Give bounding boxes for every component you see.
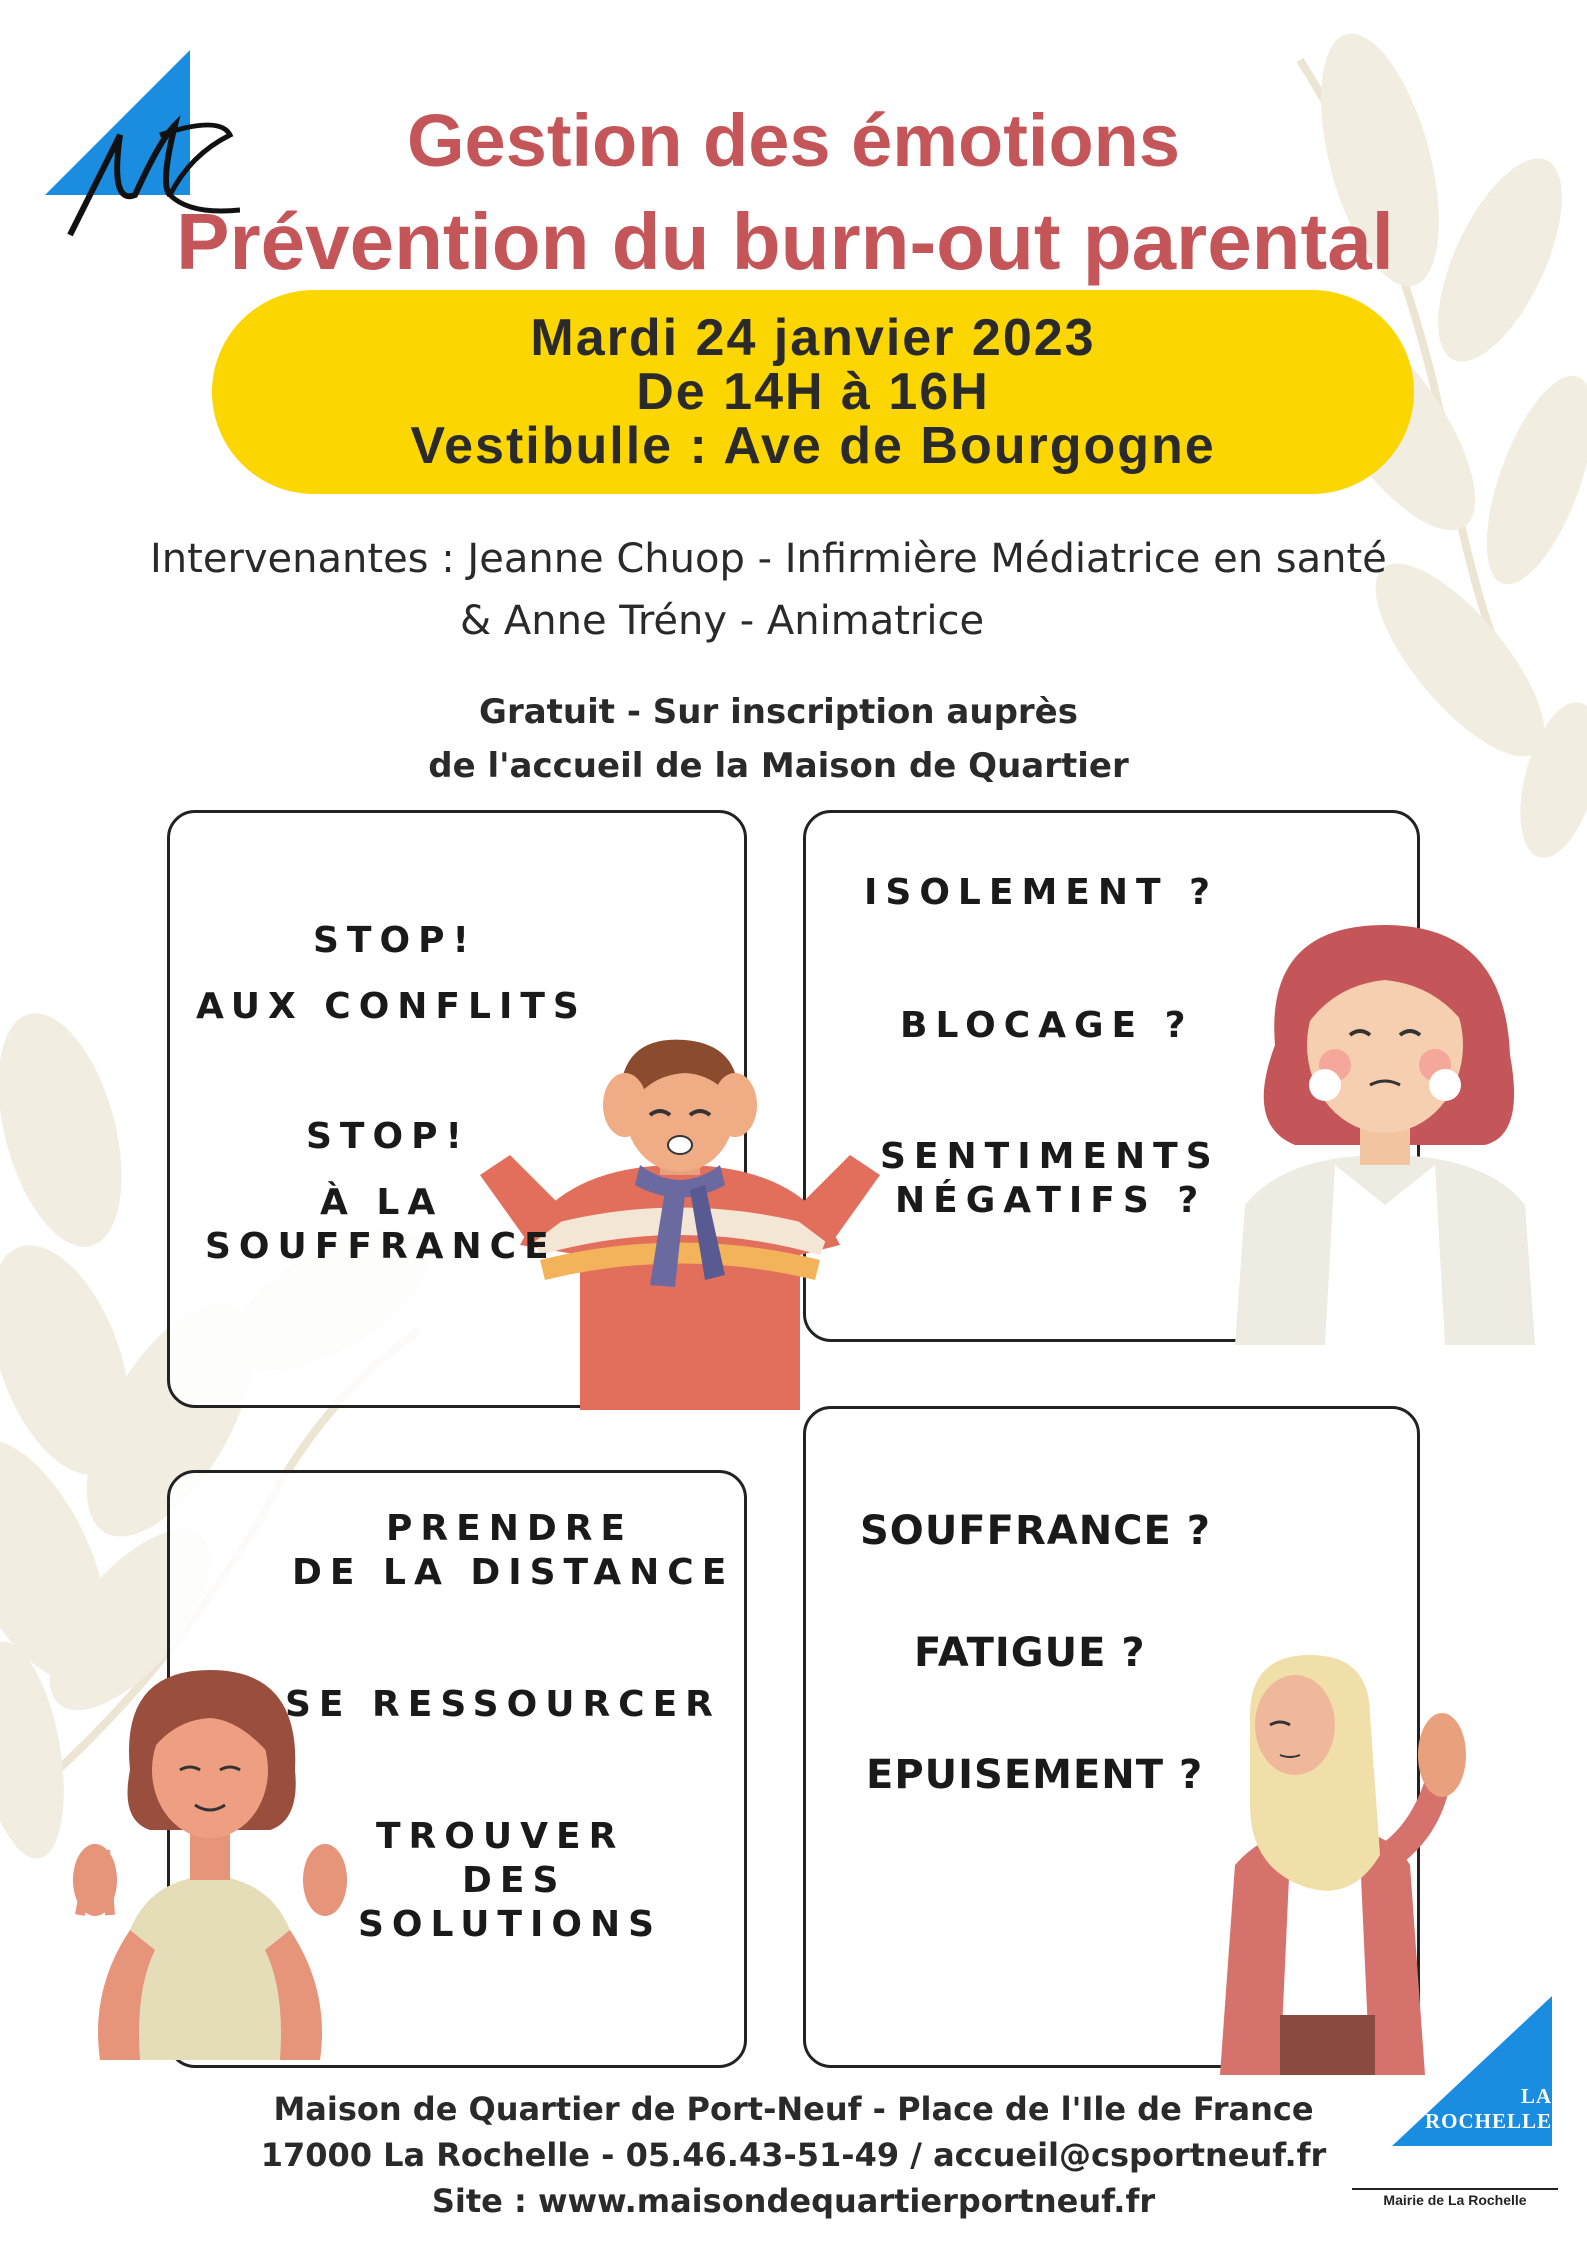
date-banner [212,290,1414,494]
card3-text-des: DES [462,1860,567,1901]
card3-text-ressourcer: SE RESSOURCER [285,1684,721,1725]
card1-text-stop-2: STOP! [306,1116,470,1157]
footer-address: Maison de Quartier de Port-Neuf - Place de l'Ile de France [273,2090,1314,2128]
card2-text-sentiments: SENTIMENTS [880,1136,1220,1177]
card4-text-epuisement: EPUISEMENT ? [866,1752,1204,1798]
event-time: De 14H à 16H [636,363,990,421]
speakers-line-2: & Anne Trény - Animatrice [460,598,985,644]
card4-text-souffrance: SOUFFRANCE ? [860,1508,1211,1554]
event-date: Mardi 24 janvier 2023 [530,309,1096,367]
la-rochelle-logo-subtitle: Mairie de La Rochelle [1352,2188,1558,2208]
speakers-line-1: Intervenantes : Jeanne Chuop - Infirmière Médiatrice en santé [150,536,1387,582]
footer-website: Site : www.maisondequartierportneuf.fr [431,2182,1156,2220]
footer-contact: 17000 La Rochelle - 05.46.43-51-49 / accueil@csportneuf.fr [260,2136,1327,2174]
card2-text-negatifs: NÉGATIFS ? [895,1180,1207,1221]
registration-line-1: Gratuit - Sur inscription auprès [479,692,1078,732]
stressed-man-illustration [470,1025,890,1410]
la-rochelle-logo-text: LA ROCHELLE [1424,2084,1552,2133]
card2-text-isolement: ISOLEMENT ? [864,872,1218,913]
card4-text-fatigue: FATIGUE ? [914,1630,1146,1676]
registration-line-2: de l'accueil de la Maison de Quartier [428,746,1129,786]
event-place: Vestibulle : Ave de Bourgogne [410,417,1216,475]
title-line-1: Gestion des émotions [406,99,1181,182]
card1-text-a-la: À LA [320,1182,444,1223]
card3-text-solutions: SOLUTIONS [358,1904,663,1945]
card1-text-conflicts: AUX CONFLITS [196,986,587,1027]
card3-text-prendre: PRENDRE [386,1508,634,1549]
title-line-2: Prévention du burn-out parental [176,197,1394,286]
la-rochelle-logo-icon [1352,1996,1558,2210]
card1-text-souffrance: SOUFFRANCE [205,1226,557,1267]
anxious-woman-illustration [1225,905,1545,1345]
card3-text-trouver: TROUVER [376,1816,625,1857]
card3-text-distance: DE LA DISTANCE [292,1552,735,1593]
card1-text-stop-1: STOP! [313,920,477,961]
card2-text-blocage: BLOCAGE ? [900,1005,1194,1046]
